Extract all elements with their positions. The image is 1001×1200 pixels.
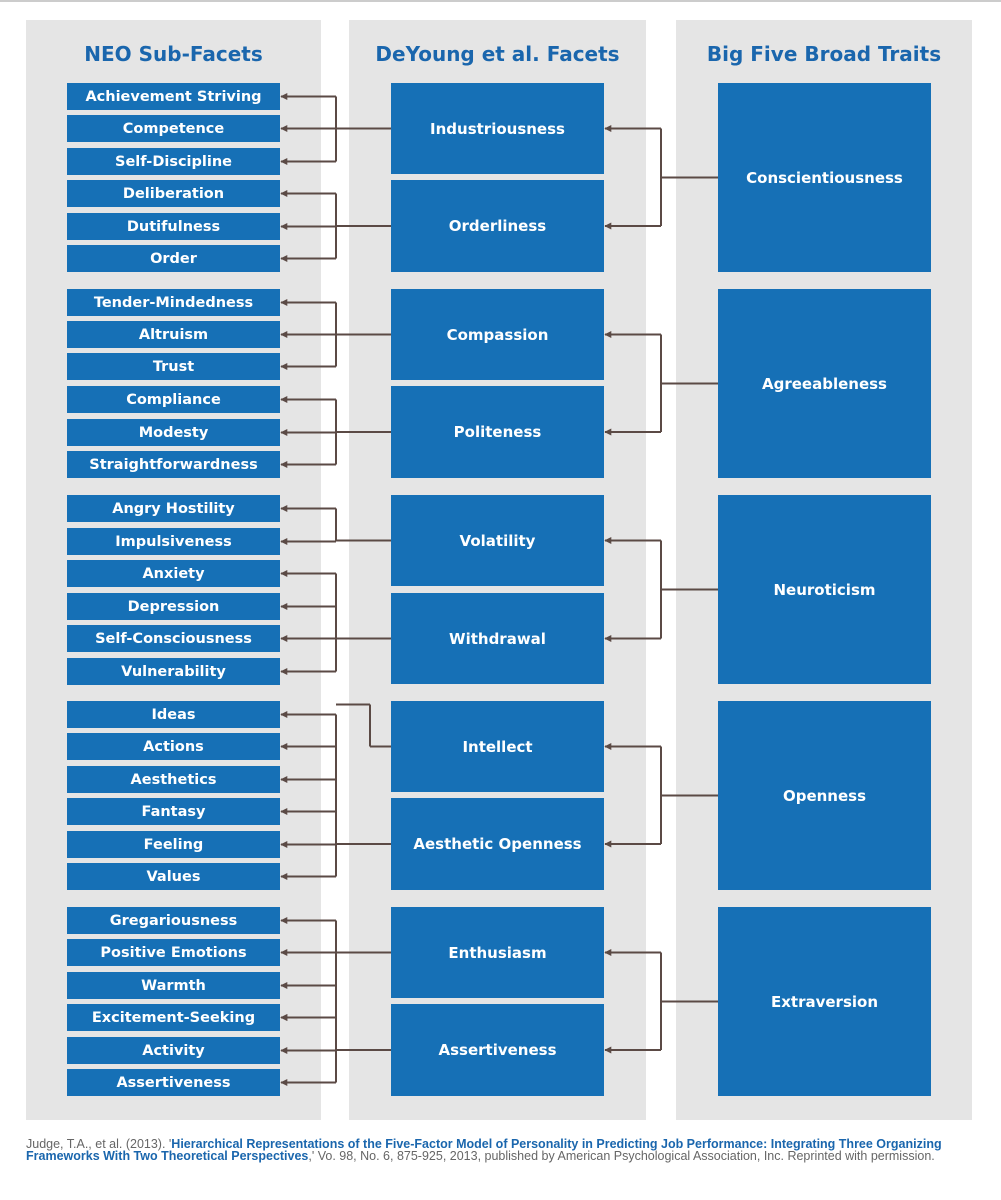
neo-facet-depression: Depression [67,593,280,620]
neo-facet-compliance: Compliance [67,386,280,413]
neo-facet-fantasy: Fantasy [67,798,280,825]
neo-facet-excitement-seeking: Excitement-Seeking [67,1004,280,1031]
deyoung-facet-withdrawal: Withdrawal [391,593,604,684]
neo-facet-achievement-striving: Achievement Striving [67,83,280,110]
neo-facet-order: Order [67,245,280,272]
neo-facet-assertiveness: Assertiveness [67,1069,280,1096]
neo-facet-impulsiveness: Impulsiveness [67,528,280,555]
bigfive-trait-agreeableness: Agreeableness [718,289,931,478]
deyoung-facet-industriousness: Industriousness [391,83,604,174]
bigfive-trait-extraversion: Extraversion [718,907,931,1096]
neo-facet-aesthetics: Aesthetics [67,766,280,793]
neo-facet-ideas: Ideas [67,701,280,728]
neo-facet-trust: Trust [67,353,280,380]
deyoung-column-title: DeYoung et al. Facets [375,42,620,66]
deyoung-facet-assertiveness: Assertiveness [391,1004,604,1096]
neo-facet-dutifulness: Dutifulness [67,213,280,240]
bigfive-trait-openness: Openness [718,701,931,890]
citation-prefix: Judge, T.A., et al. (2013). ' [26,1137,172,1151]
neo-facet-actions: Actions [67,733,280,760]
bigfive-column-title: Big Five Broad Traits [706,42,942,66]
neo-facet-anxiety: Anxiety [67,560,280,587]
neo-facet-vulnerability: Vulnerability [67,658,280,685]
neo-facet-gregariousness: Gregariousness [67,907,280,934]
neo-column-title: NEO Sub-Facets [84,42,263,66]
bigfive-trait-conscientiousness: Conscientiousness [718,83,931,272]
deyoung-facet-orderliness: Orderliness [391,180,604,272]
neo-facet-self-discipline: Self-Discipline [67,148,280,175]
neo-facet-competence: Competence [67,115,280,142]
citation [26,1138,971,1162]
deyoung-facet-politeness: Politeness [391,386,604,478]
citation-title-link[interactable]: Hierarchical Representations of the Five-Factor Model of Personality in Predicting Job Performance: Integrating Three Organizing Frameworks With Two Theoretical Perspectives [26,1137,942,1163]
neo-facet-values: Values [67,863,280,890]
deyoung-facet-compassion: Compassion [391,289,604,380]
deyoung-facet-aesthetic-openness: Aesthetic Openness [391,798,604,890]
neo-facet-altruism: Altruism [67,321,280,348]
neo-facet-tender-mindedness: Tender-Mindedness [67,289,280,316]
neo-facet-straightforwardness: Straightforwardness [67,451,280,478]
neo-facet-warmth: Warmth [67,972,280,999]
neo-facet-activity: Activity [67,1037,280,1064]
neo-facet-modesty: Modesty [67,419,280,446]
neo-facet-feeling: Feeling [67,831,280,858]
deyoung-facet-enthusiasm: Enthusiasm [391,907,604,998]
deyoung-facet-intellect: Intellect [391,701,604,792]
deyoung-facet-volatility: Volatility [391,495,604,586]
bigfive-trait-neuroticism: Neuroticism [718,495,931,684]
neo-facet-deliberation: Deliberation [67,180,280,207]
neo-facet-angry-hostility: Angry Hostility [67,495,280,522]
citation-suffix: ,' Vo. 98, No. 6, 875-925, 2013, published by American Psychological Association, Inc. Reprinted with permission. [308,1149,935,1163]
neo-facet-positive-emotions: Positive Emotions [67,939,280,966]
neo-facet-self-consciousness: Self-Consciousness [67,625,280,652]
